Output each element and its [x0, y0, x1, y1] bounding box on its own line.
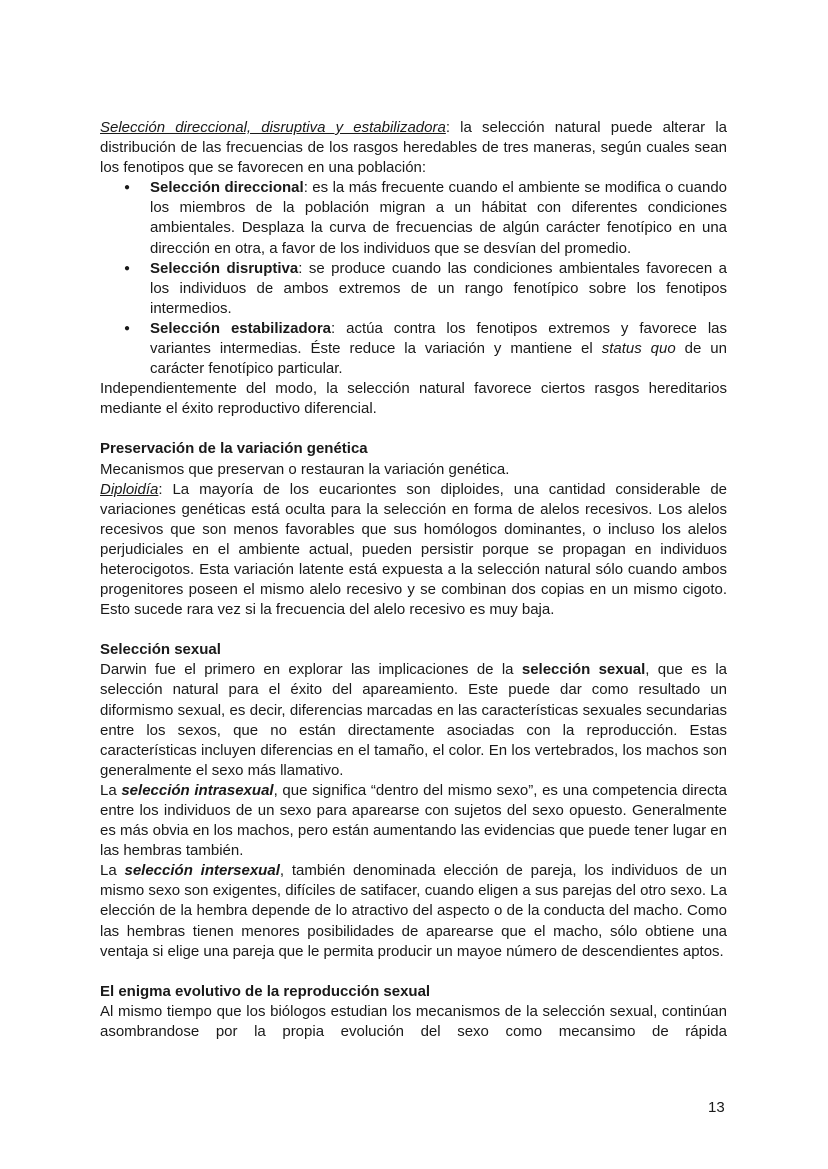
intro-term: Selección direccional, disruptiva y estabilizadora — [100, 119, 446, 136]
sexual-paragraph-3: La selección intersexual, también denominada elección de pareja, los individuos de un mismo sexo son exigentes, difíciles de satifacer, cuando eligen a sus parejas del otro sexo. La elección de la hembra depende de lo atractivo del aspecto o de la conducta del macho. Como las hembras tienen menores posibilidades de aparearse que el macho, sólo obtiene una ventaja si elige una pareja que le permita producir un mayoe número de descendientes aptos. — [100, 862, 727, 960]
list-item: ● Selección estabilizadora: actúa contra los fenotipos extremos y favorece las variantes intermedias. Éste reduce la variación y mantiene el status quo de un carácter fenotípico particular. — [150, 319, 727, 379]
sexual-paragraph-1: Darwin fue el primero en explorar las implicaciones de la selección sexual, que es la selección natural para el éxito del apareamiento. Este puede dar como resultado un diformismo sexual, es decir, diferencias marcadas en las características sexuales secundarias entre los sexos, que no están directamente asociadas con la reproducción. Estas características incluyen diferencias en el tamaño, el color. En los vertebrados, los machos son generalmente el sexo más llamativo. — [100, 661, 728, 779]
diploidia-paragraph: Diploidía: La mayoría de los eucariontes son diploides, una cantidad considerable de variaciones genéticas está oculta para la selección en forma de alelos recesivos. Los alelos recesivos que son menos favorables que sus homólogos dominantes, o incluso los alelos perjudiciales en el ambiente actual, pueden persistir porque se propagan en individuos heterocigotos. Esta variación latente está expuesta a la selección natural sólo cuando ambos progenitores poseen el mismo alelo recesivo y se combinan dos copias en un mismo cigoto. Esto sucede rara vez si la frecuencia del alelo recesivo es muy baja. — [100, 480, 727, 619]
section-heading-preservacion: Preservación de la variación genética — [100, 440, 368, 458]
intro-paragraph: Selección direccional, disruptiva y estabilizadora: la selección natural puede alterar la distribución de las frecuencias de los rasgos heredables de tres maneras, según cuales sean los fenotipos que se favorecen en una población: — [100, 119, 727, 177]
section-heading-sexual: Selección sexual — [100, 641, 221, 659]
preservacion-line: Mecanismos que preservan o restauran la variación genética. — [100, 460, 510, 478]
sexual-paragraph-2: La selección intrasexual, que significa “dentro del mismo sexo”, es una competencia directa entre los individuos de un sexo para aparearse con sujetos del sexo opuesto. Generalmente es más obvia en los machos, pero están aumentando las evidencias que puede tener lugar en las hembras también. — [100, 781, 727, 860]
list-item: ● Selección direccional: es la más frecuente cuando el ambiente se modifica o cuando los miembros de la población migran a un hábitat con diferentes condiciones ambientales. Desplaza la curva de frecuencias de algún carácter fenotípico en una dirección en otra, a favor de los individuos que se desvían del promedio. — [150, 178, 727, 258]
list-item: ● Selección disruptiva: se produce cuando las condiciones ambientales favorecen a los individuos de ambos extremos de un rango fenotípico sobre los fenotipos intermedios. — [150, 259, 727, 319]
intro-close-paragraph: Independientemente del modo, la selección natural favorece ciertos rasgos hereditarios mediante el éxito reproductivo diferencial. — [100, 380, 727, 418]
page-number: 13 — [708, 1099, 725, 1116]
document-page — [100, 118, 727, 1042]
section-heading-enigma: El enigma evolutivo de la reproducción sexual — [100, 982, 431, 1000]
selection-types-list — [100, 178, 727, 379]
enigma-paragraph: Al mismo tiempo que los biólogos estudian los mecanismos de la selección sexual, continúan asombrandose por la propia evolución del sexo como mecansimo de rápida — [100, 1002, 727, 1040]
